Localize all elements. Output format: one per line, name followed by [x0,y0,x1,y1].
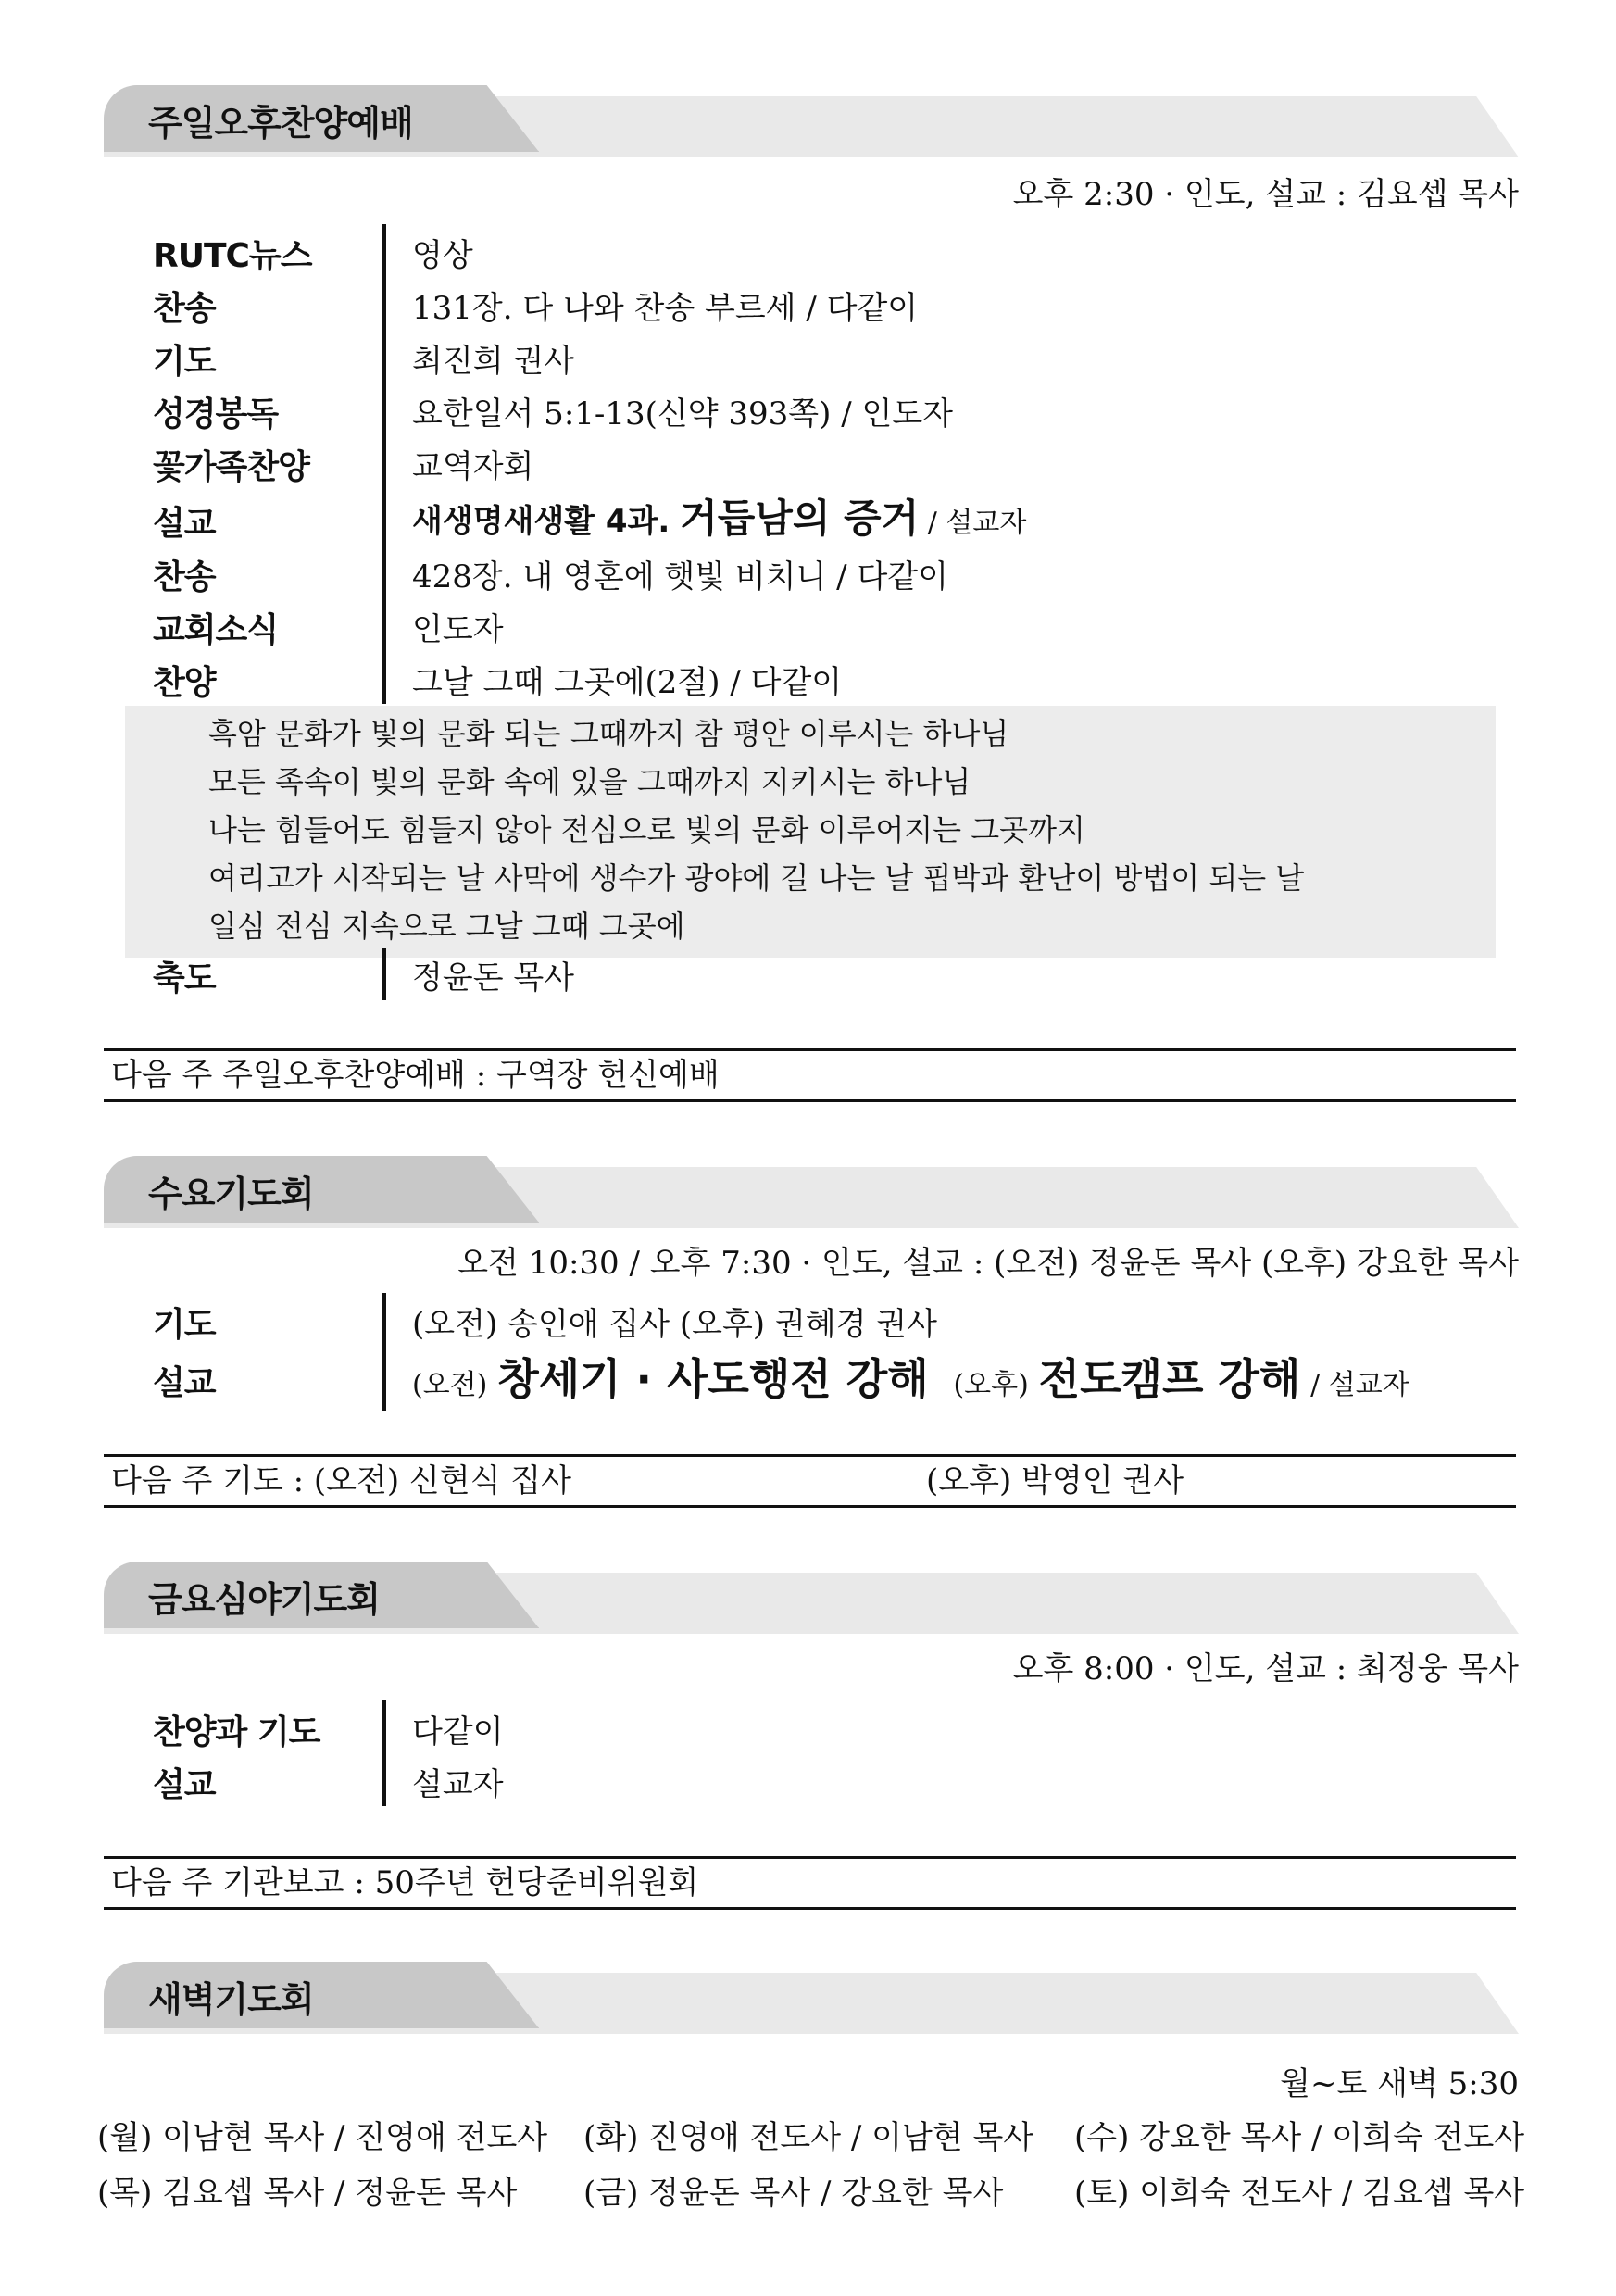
order-label: 기도 [153,343,216,381]
order-label: 찬양 [153,664,216,702]
order-of-service [0,224,1616,704]
order-row [0,1753,1616,1806]
schedule-cell-thu: (목) 김요셉 목사 / 정윤돈 목사 [97,2175,518,2212]
order-value: 영상 [412,237,473,274]
sermon-title: 거듭남의 증거 [680,496,920,541]
order-row [0,651,1616,704]
order-row [0,488,1616,546]
lyrics-box [125,706,1496,958]
order-label: 찬송 [153,290,216,328]
order-label: 기도 [153,1306,216,1344]
order-label: 설교 [153,505,216,543]
lyrics-line: 여리고가 시작되는 날 사막에 생수가 광야에 길 나는 날 핍박과 환난이 방법이 되는 날 [208,860,1305,896]
section-title: 주일오후찬양예배 [148,103,413,144]
order-value: 요한일서 5:1-13(신약 393쪽) / 인도자 [412,395,954,433]
service-info: 오후 2:30 · 인도, 설교 : 김요셉 목사 [1012,176,1519,213]
order-row [0,1293,1616,1346]
order-row [0,224,1616,277]
sermon-value [412,488,1026,544]
order-label: 찬양과 기도 [153,1713,320,1751]
section-header [104,1156,1519,1228]
sermon-value [412,1346,1409,1407]
order-row [0,1700,1616,1753]
order-value: 다같이 [412,1713,504,1750]
service-info: 오전 10:30 / 오후 7:30 · 인도, 설교 : (오전) 정윤돈 목사 (오후) 강요한 목사 [457,1245,1519,1282]
service-info: 오후 8:00 · 인도, 설교 : 최정웅 목사 [1012,1650,1519,1687]
next-week-text: 다음 주 기관보고 : 50주년 헌당준비위원회 [111,1864,699,1901]
lyrics-line: 흑암 문화가 빛의 문화 되는 그때까지 참 평안 이루시는 하나님 [208,716,1009,751]
sermon-suffix: / 설교자 [1310,1369,1409,1401]
order-row [0,947,1616,999]
lyrics-line: 일심 전심 지속으로 그날 그때 그곳에 [208,909,685,944]
order-value: 인도자 [412,611,504,648]
order-row [0,277,1616,330]
order-value: (오전) 송인애 집사 (오후) 권혜경 권사 [412,1306,937,1343]
order-row [0,383,1616,435]
schedule-cell-mon: (월) 이남현 목사 / 진영애 전도사 [97,2119,548,2156]
section-header [104,1562,1519,1634]
sermon-suffix: / 설교자 [919,507,1027,539]
schedule-line [97,2112,1523,2167]
section-title: 금요심야기도회 [148,1579,380,1620]
order-value: 정윤돈 목사 [412,960,575,997]
order-value: 131장. 다 나와 찬송 부르세 / 다같이 [412,290,919,327]
next-week-notice [104,1048,1516,1102]
section-title: 수요기도회 [148,1173,314,1214]
order-value: 428장. 내 영혼에 햇빛 비치니 / 다같이 [412,558,948,596]
order-row [0,598,1616,651]
section-title: 새벽기도회 [148,1979,314,2020]
schedule-cell-fri: (금) 정윤돈 목사 / 강요한 목사 [583,2175,1004,2212]
order-value: 그날 그때 그곳에(2절) / 다같이 [412,664,843,701]
order-of-service [0,1293,1616,1407]
lyrics-line: 모든 족속이 빛의 문화 속에 있을 그때까지 지키시는 하나님 [208,764,971,799]
next-week-pm-text: (오후) 박영인 권사 [926,1462,1184,1499]
next-week-text: 다음 주 기도 : (오전) 신현식 집사 [111,1462,571,1499]
order-of-service [0,1700,1616,1806]
order-value: 설교자 [412,1766,504,1803]
order-label: 축도 [153,960,216,997]
service-info: 월~토 새벽 5:30 [1280,2065,1519,2102]
next-week-text: 다음 주 주일오후찬양예배 : 구역장 헌신예배 [111,1057,720,1094]
dawn-schedule [97,2112,1523,2223]
am-tag: (오전) [412,1369,488,1401]
order-row [0,330,1616,383]
order-row [0,546,1616,598]
order-label: 성경봉독 [153,395,279,433]
order-label: 설교 [153,1364,216,1402]
benediction [0,947,1616,999]
order-row [0,1346,1616,1407]
order-value: 교역자회 [412,448,534,485]
schedule-line [97,2167,1523,2223]
order-label: 설교 [153,1766,216,1804]
section-header [104,85,1519,157]
next-week-notice [104,1454,1516,1508]
pm-tag: (오후) [953,1369,1029,1401]
order-label: 교회소식 [153,611,279,649]
pm-sermon-title: 전도캠프 강해 [1038,1354,1301,1404]
next-week-notice [104,1856,1516,1910]
order-label: 꽃가족찬양 [153,448,309,486]
section-header [104,1962,1519,2034]
lyrics-line: 나는 힘들어도 힘들지 않아 전심으로 빛의 문화 이루어지는 그곳까지 [208,812,1085,847]
order-row [0,435,1616,488]
schedule-cell-wed: (수) 강요한 목사 / 이희숙 전도사 [1074,2119,1525,2156]
am-sermon-title: 창세기 · 사도행전 강해 [497,1354,929,1404]
order-label: RUTC뉴스 [153,237,312,275]
order-label: 찬송 [153,558,216,596]
schedule-cell-sat: (토) 이희숙 전도사 / 김요셉 목사 [1074,2175,1525,2212]
order-value: 최진희 권사 [412,343,575,380]
sermon-series: 새생명새생활 4과. [412,503,670,540]
schedule-cell-tue: (화) 진영애 전도사 / 이남현 목사 [583,2119,1034,2156]
